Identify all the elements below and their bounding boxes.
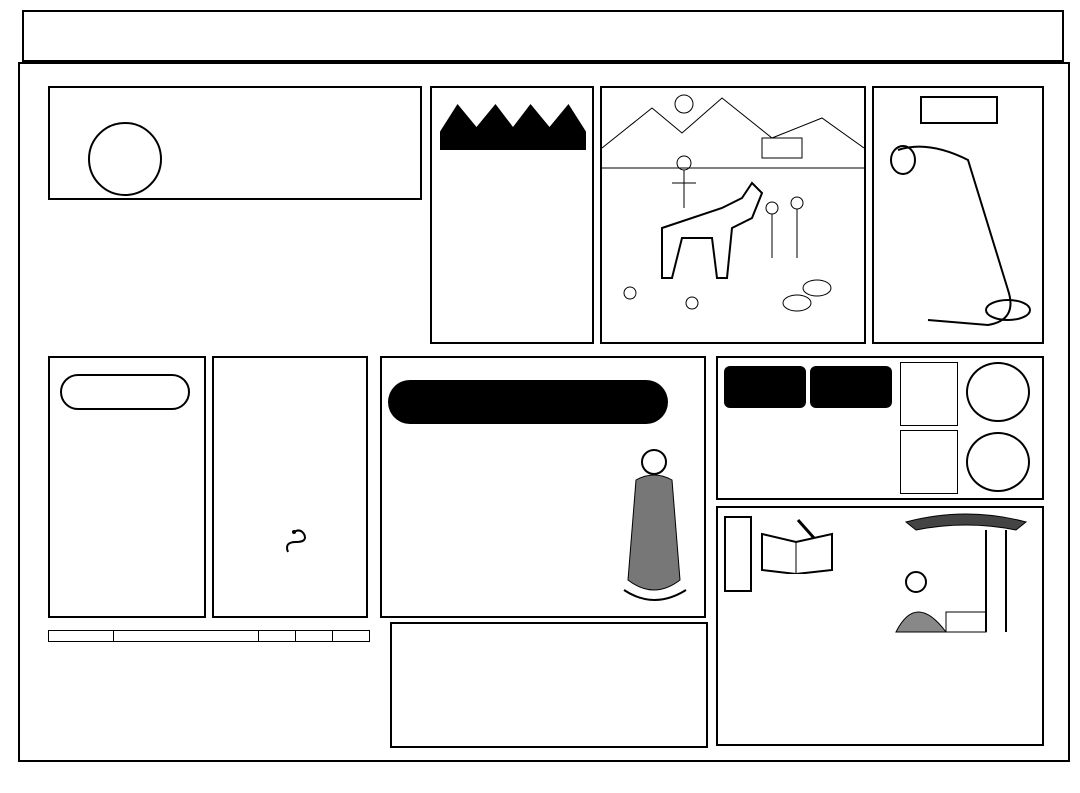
footer-notice <box>18 764 1070 786</box>
header-odd-even <box>296 631 333 642</box>
open-book-icon <box>758 514 836 574</box>
special-code-title <box>60 374 190 410</box>
immortal-figure <box>606 440 702 610</box>
special-number <box>78 515 138 550</box>
header-special <box>259 631 296 642</box>
snake-icon <box>282 528 312 558</box>
secret-number <box>516 295 576 320</box>
table-header-row <box>49 631 370 642</box>
special-numbers <box>78 440 198 550</box>
special-open-tag <box>810 366 892 408</box>
draw-table-wrap <box>48 630 370 642</box>
mark-six-strip-right <box>1046 84 1064 759</box>
result-side-top <box>900 362 958 426</box>
secret-numbers <box>456 170 576 320</box>
secret-number <box>456 170 516 195</box>
secret-number <box>456 233 516 258</box>
pattern-panel-title <box>920 96 998 124</box>
horse-rider-drawing <box>602 88 864 342</box>
secret-number <box>456 295 516 320</box>
secret-number <box>516 233 576 258</box>
solver-label <box>724 516 752 592</box>
immortals-row <box>396 662 706 744</box>
result-ball-1 <box>966 362 1030 422</box>
special-number <box>138 515 198 550</box>
total-open-tag <box>724 366 806 408</box>
page-title <box>360 14 760 58</box>
scroll-icon <box>888 140 1038 330</box>
draw-results-table <box>48 630 370 642</box>
special-number <box>138 440 198 475</box>
secret-number <box>516 170 576 195</box>
header-period <box>49 631 114 642</box>
header-total <box>333 631 370 642</box>
result-side-bottom <box>900 430 958 494</box>
scholar-drawing <box>866 512 1036 642</box>
scroll-drawing <box>888 140 1038 330</box>
spirit-code-text <box>420 436 610 606</box>
logo-seal <box>88 122 162 196</box>
special-number <box>78 440 138 475</box>
result-ball-2 <box>966 432 1030 492</box>
mark-six-strip-top <box>24 64 1064 82</box>
fierce-panel <box>212 356 368 618</box>
header-regular <box>114 631 259 642</box>
illustration-horse <box>600 86 866 344</box>
spirit-code-title <box>388 380 668 424</box>
issue-number <box>855 20 975 50</box>
mark-six-strip-left <box>22 84 40 759</box>
